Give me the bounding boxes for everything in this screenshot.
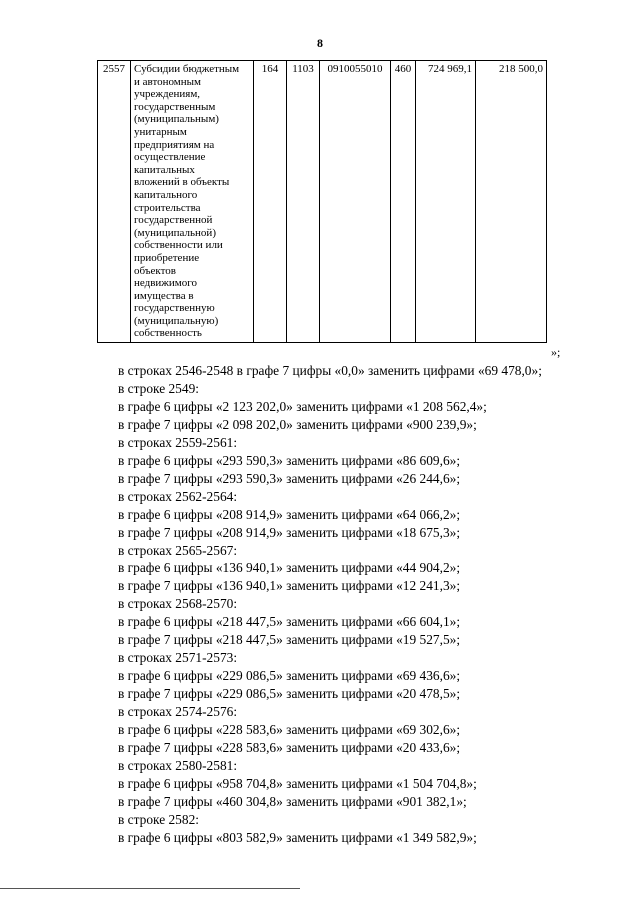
description-cell (131, 61, 254, 343)
description-line: приобретение (134, 251, 200, 264)
instruction-line: в графе 6 цифры «136 940,1» заменить цифрами «44 904,2»; (118, 560, 461, 576)
table-row (98, 61, 547, 343)
instruction-line: в графе 6 цифры «2 123 202,0» заменить цифрами «1 208 562,4»; (118, 398, 487, 414)
instruction-line: в строках 2559-2561: (118, 434, 238, 450)
code-cell-4: 460 (391, 61, 416, 343)
instruction-line: в строке 2549: (118, 380, 199, 396)
instruction-line: в строках 2580-2581: (118, 757, 238, 773)
description-line: капитального (134, 188, 198, 201)
instruction-line: в строках 2562-2564: (118, 488, 238, 504)
amount-cell-2: 218 500,0 (476, 61, 547, 343)
instruction-line: в графе 6 цифры «218 447,5» заменить цифрами «66 604,1»; (118, 614, 461, 630)
instruction-line: в графе 6 цифры «228 583,6» заменить цифрами «69 302,6»; (118, 722, 461, 738)
description-line: вложений в объекты (134, 176, 230, 189)
instruction-line: в строках 2568-2570: (118, 596, 238, 612)
code-cell-1: 164 (254, 61, 287, 343)
description-line: недвижимого (134, 277, 197, 290)
description-line: государственную (134, 302, 215, 315)
code-cell-3: 0910055010 (320, 61, 391, 343)
instruction-line: в строках 2546-2548 в графе 7 цифры «0,0» заменить цифрами «69 478,0»; (118, 363, 542, 378)
line-number-cell: 2557 (98, 61, 131, 343)
description-line: учреждениям, (134, 88, 201, 101)
amount-cell-1: 724 969,1 (416, 61, 476, 343)
instruction-line: в графе 7 цифры «136 940,1» заменить цифрами «12 241,3»; (118, 578, 461, 594)
description-line: Субсидии бюджетным (134, 63, 240, 75)
closing-quote-mark: »; (551, 345, 561, 359)
instruction-line: в графе 7 цифры «2 098 202,0» заменить цифрами «900 239,9»; (118, 416, 477, 432)
description-line: (муниципальной) (134, 226, 216, 239)
instruction-line: в графе 6 цифры «958 704,8» заменить цифрами «1 504 704,8»; (118, 775, 477, 791)
description-line: (муниципальным) (134, 113, 219, 126)
instruction-line: в строках 2574-2576: (118, 704, 238, 720)
page-number: 8 (317, 36, 323, 50)
instruction-line: в графе 7 цифры «218 447,5» заменить цифрами «19 527,5»; (118, 632, 461, 648)
instruction-line: в графе 6 цифры «229 086,5» заменить цифрами «69 436,6»; (118, 668, 461, 684)
description-line: и автономным (134, 75, 201, 88)
description-line: объектов (134, 264, 176, 277)
description-line: собственность (134, 327, 202, 340)
amendment-instructions (118, 362, 542, 847)
description-line: строительства (134, 201, 201, 214)
description-line: государственной (134, 214, 213, 227)
description-line: собственности или (134, 239, 223, 252)
instruction-line: в графе 6 цифры «293 590,3» заменить цифрами «86 609,6»; (118, 452, 461, 468)
instruction-line: в графе 7 цифры «229 086,5» заменить цифрами «20 478,5»; (118, 686, 461, 702)
instruction-line: в графе 7 цифры «293 590,3» заменить цифрами «26 244,6»; (118, 470, 461, 486)
instruction-line: в графе 7 цифры «208 914,9» заменить цифрами «18 675,3»; (118, 524, 461, 540)
budget-table (97, 60, 547, 343)
instruction-line: в графе 6 цифры «803 582,9» заменить цифрами «1 349 582,9»; (118, 829, 477, 845)
description-line: государственным (134, 100, 216, 113)
instruction-line: в строке 2582: (118, 811, 199, 827)
description-line: имущества в (134, 289, 194, 302)
description-line: (муниципальную) (134, 314, 219, 327)
description-line: предприятиям на (134, 138, 215, 151)
instruction-line: в строках 2565-2567: (118, 542, 238, 558)
instruction-line: в графе 7 цифры «460 304,8» заменить цифрами «901 382,1»; (118, 793, 467, 809)
description-line: осуществление (134, 151, 206, 164)
footer-divider (0, 888, 300, 889)
description-line: капитальных (134, 163, 195, 176)
instruction-line: в графе 7 цифры «228 583,6» заменить цифрами «20 433,6»; (118, 740, 461, 756)
instruction-line: в графе 6 цифры «208 914,9» заменить цифрами «64 066,2»; (118, 506, 461, 522)
description-line: унитарным (134, 125, 187, 138)
instruction-line: в строках 2571-2573: (118, 650, 238, 666)
code-cell-2: 1103 (287, 61, 320, 343)
